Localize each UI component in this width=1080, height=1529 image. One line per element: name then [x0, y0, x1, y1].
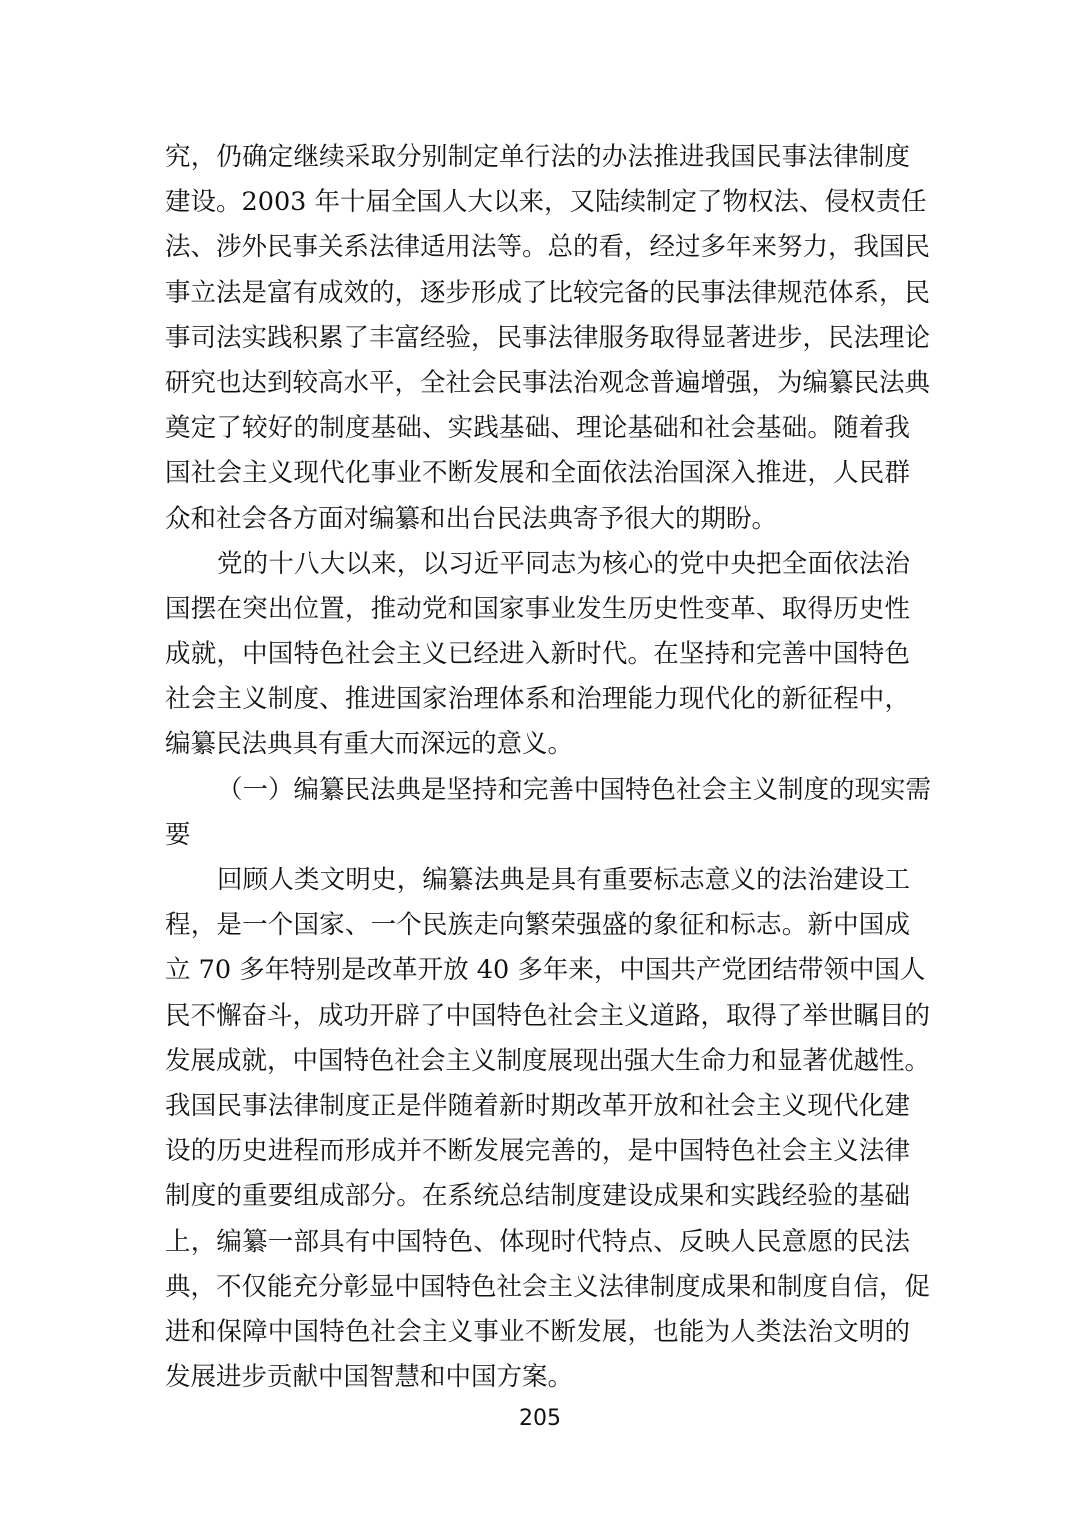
text-line: 究，仍确定继续采取分别制定单行法的办法推进我国民事法律制度: [165, 142, 910, 172]
text-line: （一）编纂民法典是坚持和完善中国特色社会主义制度的现实需: [217, 774, 932, 805]
text-line: 设的历史进程而形成并不断发展完善的，是中国特色社会主义法律: [165, 1136, 910, 1167]
text-line: 程，是一个国家、一个民族走向繁荣强盛的象征和标志。新中国成: [165, 910, 910, 941]
paragraph: [165, 542, 910, 768]
text-line: 上，编纂一部具有中国特色、体现时代特点、反映人民意愿的民法: [165, 1226, 910, 1257]
text-line: 发展成就，中国特色社会主义制度展现出强大生命力和显著优越性。: [165, 1045, 931, 1076]
paragraph: [165, 768, 932, 858]
body-text: [165, 135, 932, 1400]
paragraph: [165, 135, 931, 542]
paragraph: [165, 858, 931, 1400]
text-line: 众和社会各方面对编纂和出台民法典寄予很大的期盼。: [165, 503, 778, 534]
text-line: 发展进步贡献中国智慧和中国方案。: [165, 1362, 574, 1393]
text-line: 编纂民法典具有重大而深远的意义。: [165, 729, 574, 760]
text-line: 事立法是富有成效的，逐步形成了比较完备的民事法律规范体系，民: [165, 277, 931, 308]
text-line: 建设。2003 年十届全国人大以来，又陆续制定了物权法、侵权责任: [165, 187, 927, 218]
text-line: 研究也达到较高水平，全社会民事法治观念普遍增强，为编纂民法典: [165, 367, 931, 398]
text-line: 法、涉外民事关系法律适用法等。总的看，经过多年来努力，我国民: [165, 232, 931, 263]
text-line: 要: [165, 819, 191, 850]
text-line: 回顾人类文明史，编纂法典是具有重要标志意义的法治建设工: [217, 865, 910, 895]
text-line: 我国民事法律制度正是伴随着新时期改革开放和社会主义现代化建: [165, 1090, 910, 1121]
text-line: 党的十八大以来，以习近平同志为核心的党中央把全面依法治: [217, 548, 910, 579]
text-line: 立 70 多年特别是改革开放 40 多年来，中国共产党团结带领中国人: [165, 955, 926, 986]
text-line: 奠定了较好的制度基础、实践基础、理论基础和社会基础。随着我: [165, 413, 910, 444]
text-line: 成就，中国特色社会主义已经进入新时代。在坚持和完善中国特色: [165, 639, 910, 670]
text-line: 民不懈奋斗，成功开辟了中国特色社会主义道路，取得了举世瞩目的: [165, 1000, 931, 1031]
text-line: 制度的重要组成部分。在系统总结制度建设成果和实践经验的基础: [165, 1181, 910, 1212]
text-line: 进和保障中国特色社会主义事业不断发展，也能为人类法治文明的: [165, 1316, 910, 1347]
text-line: 国摆在突出位置，推动党和国家事业发生历史性变革、取得历史性: [165, 593, 910, 624]
text-line: 国社会主义现代化事业不断发展和全面依法治国深入推进，人民群: [165, 458, 910, 489]
text-line: 社会主义制度、推进国家治理体系和治理能力现代化的新征程中，: [165, 684, 910, 715]
text-line: 典，不仅能充分彰显中国特色社会主义法律制度成果和制度自信，促: [165, 1271, 931, 1302]
text-line: 事司法实践积累了丰富经验，民事法律服务取得显著进步，民法理论: [165, 322, 931, 353]
page-number: 205: [519, 1406, 561, 1431]
